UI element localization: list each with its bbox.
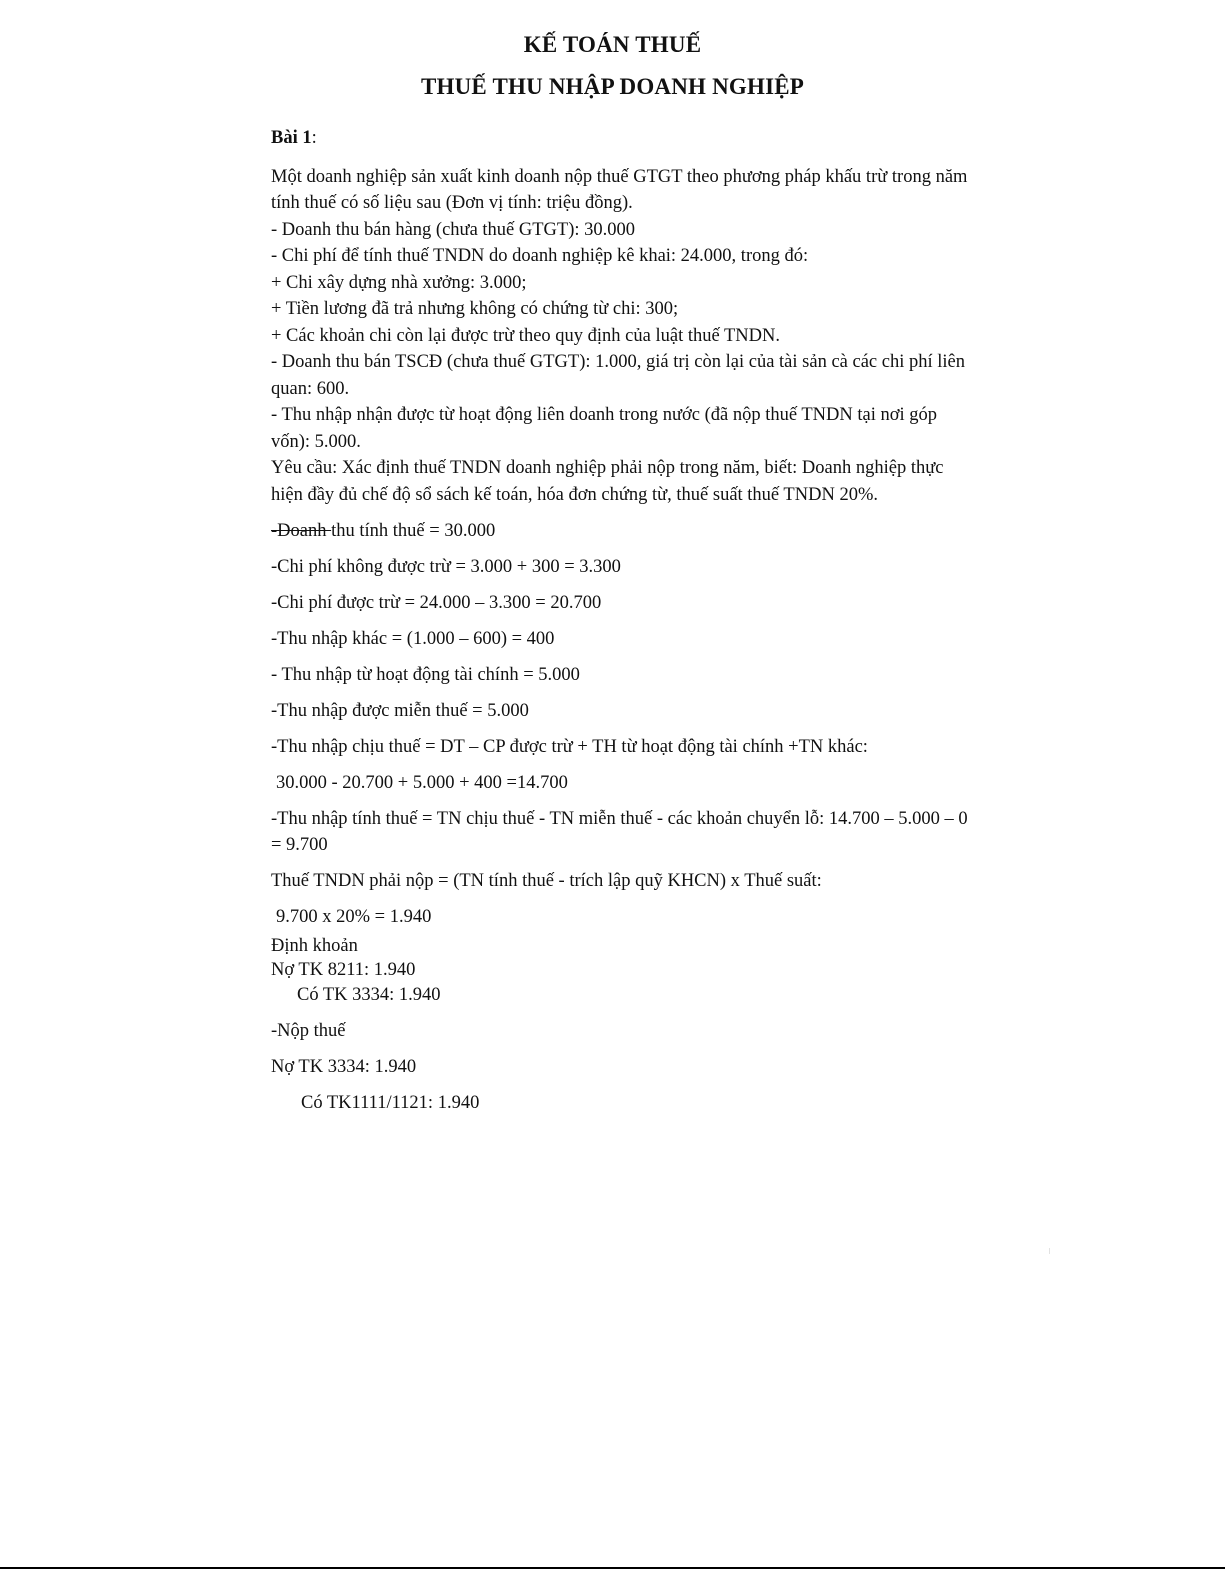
journal-entry-debit: Nợ TK 8211: 1.940 xyxy=(271,960,416,980)
tax-payment-title: -Nộp thuế xyxy=(271,1020,346,1041)
problem-line: - Doanh thu bán hàng (chưa thuế GTGT): 30.000 xyxy=(271,219,636,240)
problem-requirement: Yêu cầu: Xác định thuế TNDN doanh nghiệp phải nộp trong năm, biết: Doanh nghiệp thực hiện đầy đủ chế độ sổ sách kế toán, hóa đơn chứng từ, thuế suất thuế TNDN 20%. xyxy=(271,458,944,505)
problem-line: + Tiền lương đã trả nhưng không có chứng từ chi: 300; xyxy=(271,299,679,319)
problem-statement xyxy=(271,164,971,509)
tax-payment-debit: Nợ TK 3334: 1.940 xyxy=(271,1056,417,1077)
problem-line: - Doanh thu bán TSCĐ (chưa thuế GTGT): 1.000, giá trị còn lại của tài sản cà các chi phí liên quan: 600. xyxy=(271,352,965,399)
taxable-income-calculation: 30.000 - 20.700 + 5.000 + 400 =14.700 xyxy=(276,772,568,793)
non-deductible-cost-line: -Chi phí không được trừ = 3.000 + 300 = 3.300 xyxy=(271,556,621,577)
problem-line: - Chi phí để tính thuế TNDN do doanh nghiệp kê khai: 24.000, trong đó: xyxy=(271,246,809,266)
exercise-label: Bài 1 xyxy=(271,128,312,148)
scan-speck xyxy=(1049,1248,1050,1254)
problem-line: - Thu nhập nhận được từ hoạt động liên doanh trong nước (đã nộp thuế TNDN tại nơi góp vốn): 5.000. xyxy=(271,405,938,452)
journal-entry-credit: Có TK 3334: 1.940 xyxy=(297,984,441,1005)
solution xyxy=(271,518,971,1117)
taxable-income-formula: -Thu nhập chịu thuế = DT – CP được trừ + TH từ hoạt động tài chính +TN khác: xyxy=(271,736,868,757)
exercise-label-suffix: : xyxy=(311,128,317,148)
exercise-heading xyxy=(271,125,971,152)
problem-line: + Chi xây dựng nhà xưởng: 3.000; xyxy=(271,272,527,293)
document-title: KẾ TOÁN THUẾ xyxy=(523,32,702,57)
deductible-cost-line: -Chi phí được trừ = 24.000 – 3.300 = 20.700 xyxy=(271,592,602,613)
exempt-income-line: -Thu nhập được miễn thuế = 5.000 xyxy=(271,700,529,721)
financial-income-line: - Thu nhập từ hoạt động tài chính = 5.000 xyxy=(271,664,580,685)
revenue-text: thu tính thuế = 30.000 xyxy=(331,520,496,541)
revenue-struck-text: -Doanh xyxy=(271,520,332,541)
tax-payment-credit: Có TK1111/1121: 1.940 xyxy=(301,1092,480,1113)
revenue-line xyxy=(271,518,971,545)
assessable-income-line: -Thu nhập tính thuế = TN chịu thuế - TN miễn thuế - các khoản chuyển lỗ: 14.700 – 5.000 – 0 = 9.700 xyxy=(271,808,968,855)
problem-line: + Các khoản chi còn lại được trừ theo quy định của luật thuế TNDN. xyxy=(271,325,780,346)
other-income-line: -Thu nhập khác = (1.000 – 600) = 400 xyxy=(271,628,555,649)
document-subtitle: THUẾ THU NHẬP DOANH NGHIỆP xyxy=(420,74,805,99)
journal-entry-title: Định khoản xyxy=(271,935,358,956)
tax-payable-formula: Thuế TNDN phải nộp = (TN tính thuế - trích lập quỹ KHCN) x Thuế suất: xyxy=(271,871,822,891)
page-bottom-rule xyxy=(0,1567,1225,1569)
tax-payable-calculation: 9.700 x 20% = 1.940 xyxy=(276,907,432,927)
document-body xyxy=(271,125,971,1116)
problem-line: Một doanh nghiệp sản xuất kinh doanh nộp thuế GTGT theo phương pháp khấu trừ trong năm tính thuế có số liệu sau (Đơn vị tính: triệu đồng). xyxy=(271,166,968,213)
